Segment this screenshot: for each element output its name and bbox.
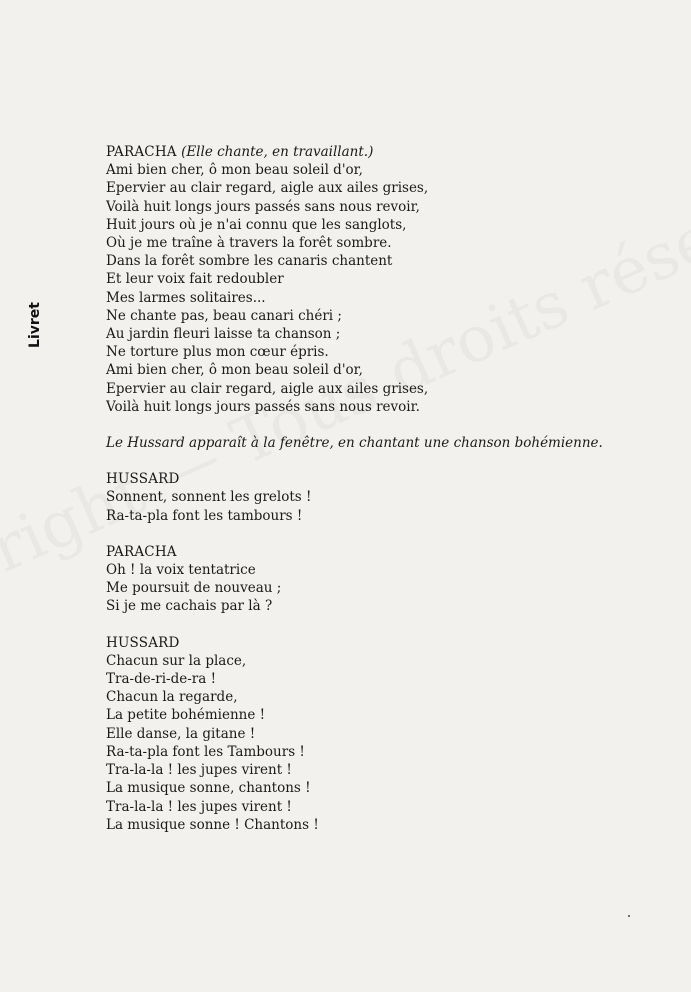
verse-line: Ra-ta-pla font les Tambours ! bbox=[106, 743, 305, 760]
verse-line: Voilà huit longs jours passés sans nous revoir, bbox=[106, 198, 420, 215]
verse-line: Ami bien cher, ô mon beau soleil d'or, bbox=[106, 362, 363, 379]
verse-line: Chacun sur la place, bbox=[106, 652, 247, 669]
verse-line: Dans la forêt sombre les canaris chantent bbox=[106, 253, 393, 270]
verse-line: Ne torture plus mon cœur épris. bbox=[106, 344, 329, 361]
verse-line: La musique sonne, chantons ! bbox=[106, 780, 311, 797]
verse-line: Mes larmes solitaires... bbox=[106, 289, 266, 306]
verse-line: Voilà huit longs jours passés sans nous revoir. bbox=[106, 398, 420, 415]
verse-line: Sonnent, sonnent les grelots ! bbox=[106, 489, 312, 506]
side-label bbox=[22, 300, 48, 350]
verse-line: Ra-ta-pla font les tambours ! bbox=[106, 507, 303, 524]
libretto-text bbox=[106, 143, 603, 834]
verse-line: Au jardin fleuri laisse ta chanson ; bbox=[106, 326, 341, 343]
verse-line: Epervier au clair regard, aigle aux ailes grises, bbox=[106, 180, 429, 197]
verse-line: Epervier au clair regard, aigle aux ailes grises, bbox=[106, 380, 429, 397]
verse-line: La musique sonne ! Chantons ! bbox=[106, 816, 319, 833]
verse-line: Elle danse, la gitane ! bbox=[106, 725, 256, 742]
verse-line: La petite bohémienne ! bbox=[106, 707, 266, 724]
verse-line: Me poursuit de nouveau ; bbox=[106, 580, 282, 597]
verse-line: Ami bien cher, ô mon beau soleil d'or, bbox=[106, 162, 363, 179]
verse-line: Ne chante pas, beau canari chéri ; bbox=[106, 307, 342, 324]
speaker-name: PARACHA bbox=[106, 543, 177, 560]
verse-line: Chacun la regarde, bbox=[106, 689, 238, 706]
verse-line: Tra-la-la ! les jupes virent ! bbox=[106, 762, 292, 779]
page-speck bbox=[628, 915, 630, 917]
verse-line: Huit jours où je n'ai connu que les sanglots, bbox=[106, 216, 407, 233]
verse-line: Et leur voix fait redoubler bbox=[106, 271, 284, 288]
stage-direction: Le Hussard apparaît à la fenêtre, en chantant une chanson bohémienne. bbox=[106, 435, 603, 452]
verse-line: Oh ! la voix tentatrice bbox=[106, 562, 256, 579]
side-label-text: Livret bbox=[27, 302, 43, 348]
verse-line: Où je me traîne à travers la forêt sombre. bbox=[106, 235, 392, 252]
speaker-name: HUSSARD bbox=[106, 471, 180, 488]
verse-line: Tra-de-ri-de-ra ! bbox=[106, 671, 217, 688]
verse-line: Si je me cachais par là ? bbox=[106, 598, 273, 615]
verse-line: Tra-la-la ! les jupes virent ! bbox=[106, 798, 292, 815]
speaker-line bbox=[106, 143, 603, 161]
speaker-name: HUSSARD bbox=[106, 634, 180, 651]
speaker-name: PARACHA bbox=[106, 144, 177, 160]
stage-direction-inline: (Elle chante, en travaillant.) bbox=[181, 144, 374, 160]
